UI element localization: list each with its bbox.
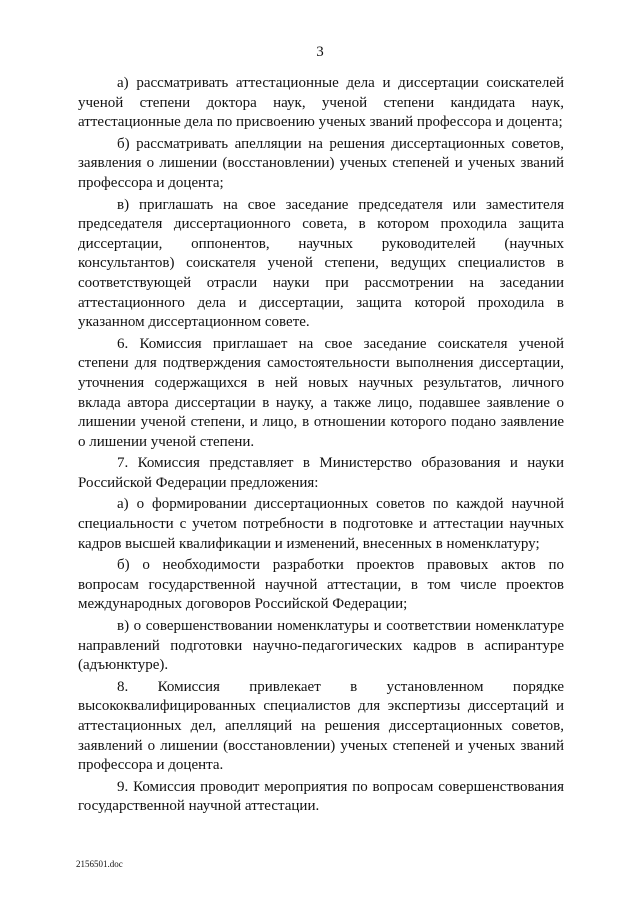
paragraph-item-5v: в) приглашать на свое заседание председателя или заместителя председателя диссертационного совета, в котором проходила защита диссертации, оппонентов, научных руководителей (научных консультантов) соискателя ученой степени, ведущих специалистов в соответствующей отрасли науки при рассмотрении на заседании аттестационного дела и диссертации, защита которой проходила в указанном диссертационном совете. <box>78 196 564 331</box>
document-file-id: 2156501.doc <box>76 859 123 869</box>
document-body <box>78 74 564 819</box>
paragraph-item-7a: а) о формировании диссертационных советов по каждой научной специальности с учетом потребности в подготовке и аттестации научных кадров высшей квалификации и изменений, внесенных в номенклатуру; <box>78 496 564 552</box>
paragraph-point-8: 8. Комиссия привлекает в установленном порядке высококвалифицированных специалистов для экспертизы диссертаций и аттестационных дел, апелляций на решения диссертационных советов, заявлений о лишении (восстановлении) ученых степеней и ученых званий профессора и доцента. <box>78 678 564 774</box>
page-number: 3 <box>316 44 324 60</box>
paragraph-item-5a: а) рассматривать аттестационные дела и диссертации соискателей ученой степени доктора наук, ученой степени кандидата наук, аттестационные дела по присвоению ученых званий профессора и доцента; <box>78 75 564 131</box>
paragraph-point-6: 6. Комиссия приглашает на свое заседание соискателя ученой степени для подтверждения самостоятельности выполнения диссертации, уточнения содержащихся в ней новых научных результатов, личного вклада автора диссертации в науку, а также лицо, подавшее заявление о лишении ученой степени, и лицо, в отношении которого подано заявление о лишении ученой степени. <box>78 335 564 450</box>
paragraph-point-9: 9. Комиссия проводит мероприятия по вопросам совершенствования государственной научной аттестации. <box>78 778 564 815</box>
paragraph-item-7b: б) о необходимости разработки проектов правовых актов по вопросам государственной научной аттестации, в том числе проектов международных договоров Российской Федерации; <box>78 557 564 613</box>
paragraph-point-7: 7. Комиссия представляет в Министерство образования и науки Российской Федерации предложения: <box>78 455 564 491</box>
paragraph-item-7v: в) о совершенствовании номенклатуры и соответствии номенклатуре направлений подготовки научно-педагогических кадров в аспирантуре (адъюнктуре). <box>78 618 564 674</box>
paragraph-item-5b: б) рассматривать апелляции на решения диссертационных советов, заявления о лишении (восстановлении) ученых степеней и ученых званий профессора и доцента; <box>78 135 564 191</box>
